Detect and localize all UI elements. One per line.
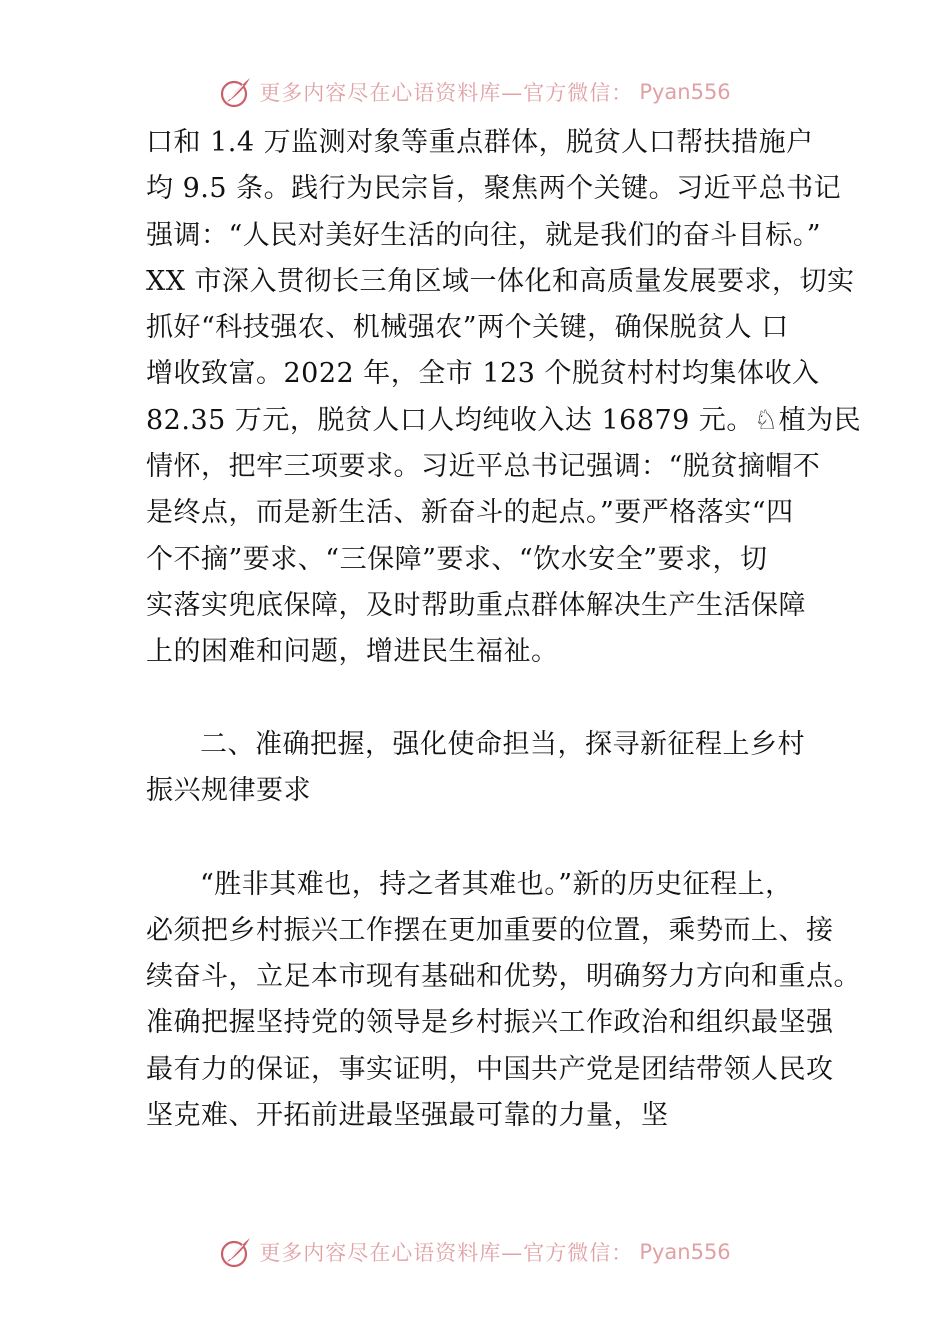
footer-watermark-banner: [0, 1232, 950, 1272]
text-line: 均 9.5 条。践行为民宗旨，聚焦两个关键。习近平总书记: [146, 173, 842, 205]
text-line: 准确把握坚持党的领导是乡村振兴工作政治和组织最坚强: [146, 1007, 834, 1039]
text-line: 最有力的保证，事实证明，中国共产党是团结带领人民攻: [146, 1053, 834, 1085]
text-line: 实落实兜底保障，及时帮助重点群体解决生产生活保障: [146, 589, 806, 621]
paragraph-2: [146, 862, 861, 1140]
text-line: 口和 1.4 万监测对象等重点群体，脱贫人口帮扶措施户: [146, 127, 814, 158]
section-heading: [146, 722, 846, 814]
text-line: 必须把乡村振兴工作摆在更加重要的位置，乘势而上、接: [146, 914, 834, 946]
header-watermark-banner: [0, 72, 950, 112]
heading-line: 振兴规律要求: [146, 774, 311, 806]
heading-line: 二、准确把握，强化使命担当，探寻新征程上乡村: [200, 728, 805, 760]
text-line: 抓好“科技强农、机械强农”两个关键，确保脱贫人 口: [146, 312, 789, 344]
text-line: 增收致富。2022 年，全市 123 个脱贫村村均集体收入: [146, 358, 820, 390]
text-line: 情怀，把牢三项要求。习近平总书记强调：“脱贫摘帽不: [146, 451, 821, 483]
watermark-text: 更多内容尽在心语资料库—官方微信：: [259, 1241, 634, 1265]
wechat-id: Pyan556: [639, 80, 731, 104]
text-line: 上的困难和问题，增进民生福祉。: [146, 636, 559, 668]
paragraph-1: [146, 120, 862, 676]
quill-logo-icon: [219, 75, 253, 109]
watermark-text: 更多内容尽在心语资料库—官方微信：: [259, 81, 634, 105]
text-line: 个不摘”要求、“三保障”要求、“饮水安全”要求，切: [146, 543, 768, 575]
text-line: XX 市深入贯彻长三角区域一体化和高质量发展要求，切实: [146, 265, 855, 297]
text-line: 续奋斗，立足本市现有基础和优势，明确努力方向和重点。: [146, 961, 861, 993]
text-line: 强调：“人民对美好生活的向往，就是我们的奋斗目标。”: [146, 219, 822, 251]
quill-logo-icon: [219, 1235, 253, 1269]
text-line: 82.35 万元，脱贫人口人均纯收入达 16879 元。♘植为民: [146, 404, 862, 436]
text-line: “胜非其难也，持之者其难也。”新的历史征程上，: [200, 868, 793, 900]
wechat-id: Pyan556: [639, 1240, 731, 1264]
text-line: 坚克难、开拓前进最坚强最可靠的力量，坚: [146, 1100, 669, 1132]
document-body: [146, 120, 862, 1139]
text-line: 是终点，而是新生活、新奋斗的起点。”要严格落实“四: [146, 497, 794, 529]
